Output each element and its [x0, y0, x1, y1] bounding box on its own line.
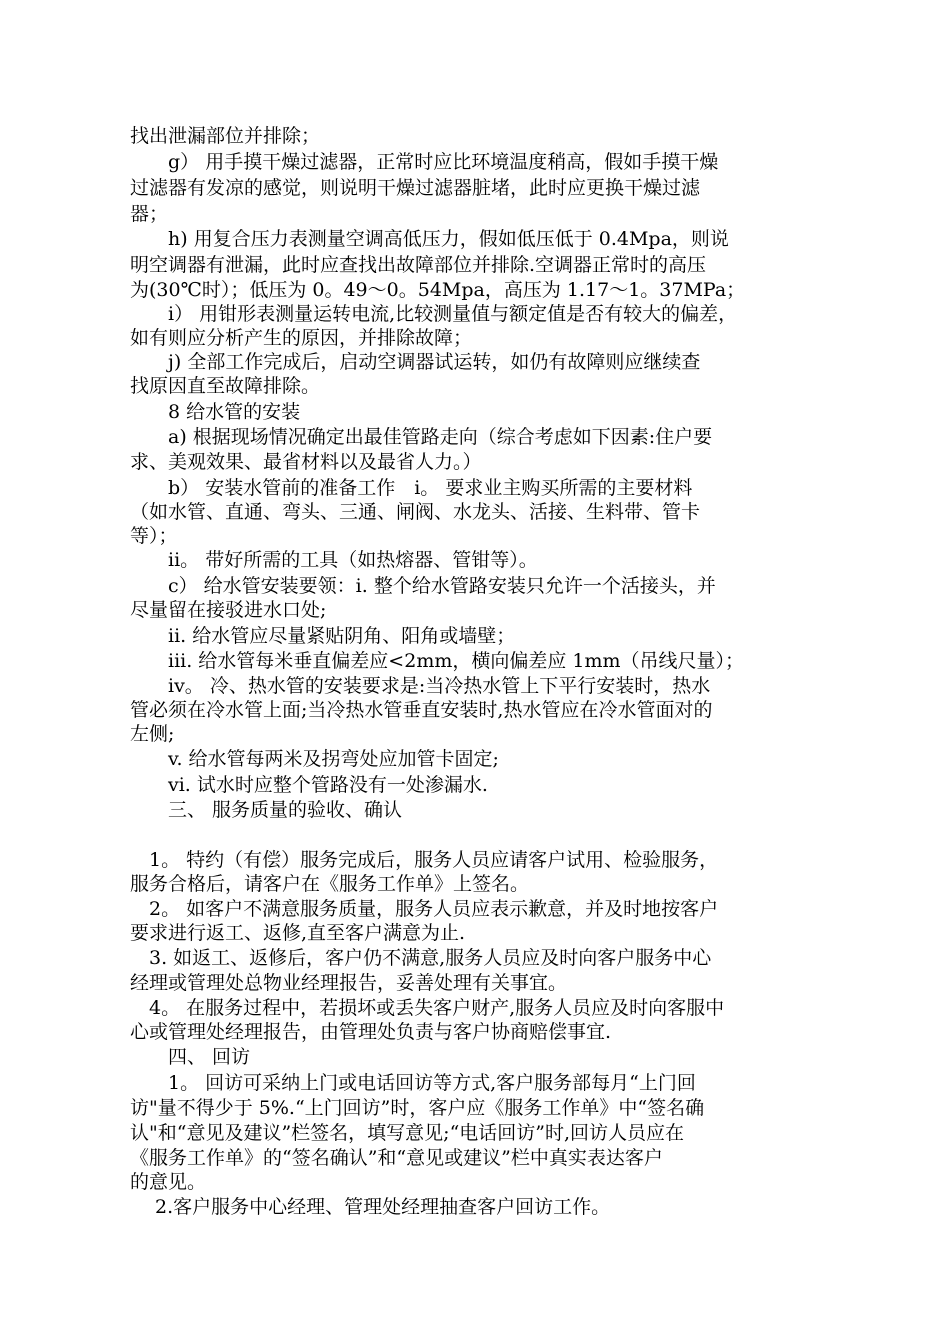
text-line: 找原因直至故障排除。 [130, 375, 321, 397]
text-line: 求、美观效果、最省材料以及最省人力。） [130, 451, 482, 473]
text-line: 2。 如客户不满意服务质量，服务人员应表示歉意，并及时地按客户 [130, 898, 719, 920]
text-line: 3. 如返工、返修后，客户仍不满意,服务人员应及时向客户服务中心 [130, 947, 712, 969]
text-line: 器； [130, 203, 169, 225]
section-heading: 四、 回访 [130, 1046, 251, 1068]
text-line: 2.客户服务中心经理、管理处经理抽查客户回访工作。 [130, 1196, 611, 1218]
text-line: ii. 给水管应尽量紧贴阴角、阳角或墙壁； [130, 625, 516, 647]
text-line: 《服务工作单》的“签名确认”和“意见或建议”栏中真实表达客户 [130, 1147, 663, 1169]
section-heading: 三、 服务质量的验收、确认 [130, 799, 403, 821]
text-line: c） 给水管安装要领：i. 整个给水管路安装只允许一个活接头，并 [130, 575, 716, 597]
text-line: 管必须在冷水管上面;当冷热水管垂直安装时,热水管应在冷水管面对的 [130, 699, 713, 721]
text-line: 的意见。 [130, 1171, 207, 1193]
text-line: 经理或管理处总物业经理报告，妥善处理有关事宜。 [130, 972, 568, 994]
text-line: 1。 特约（有偿）服务完成后，服务人员应请客户试用、检验服务， [130, 849, 719, 871]
text-line: 如有则应分析产生的原因，并排除故障； [130, 327, 473, 349]
text-line: 找出泄漏部位并排除； [130, 125, 321, 147]
text-line: h) 用复合压力表测量空调高低压力，假如低压低于 0.4Mpa，则说 [130, 228, 729, 250]
text-line: 过滤器有发凉的感觉，则说明干燥过滤器脏堵，此时应更换干燥过滤 [130, 177, 701, 199]
text-line: i） 用钳形表测量运转电流,比较测量值与额定值是否有较大的偏差， [130, 303, 738, 325]
text-line: iii. 给水管每米垂直偏差应<2mm，横向偏差应 1mm（吊线尺量）； [130, 650, 745, 672]
text-line: 服务合格后，请客户在《服务工作单》上签名。 [130, 873, 530, 895]
text-line: b） 安装水管前的准备工作 i。 要求业主购买所需的主要材料 [130, 477, 693, 499]
text-line: 访"量不得少于 5%.“上门回访”时，客户应《服务工作单》中“签名确 [130, 1097, 705, 1119]
text-line: （如水管、直通、弯头、三通、闸阀、水龙头、活接、生料带、管卡 [130, 501, 701, 523]
text-line: 1。 回访可采纳上门或电话回访等方式,客户服务部每月“上门回 [130, 1072, 696, 1094]
text-line: 认"和“意见及建议”栏签名，填写意见;“电话回访”时,回访人员应在 [130, 1122, 685, 1144]
section-heading: 8 给水管的安装 [130, 401, 301, 423]
text-line: j) 全部工作完成后，启动空调器试运转，如仍有故障则应继续查 [130, 351, 701, 373]
text-line: a) 根据现场情况确定出最佳管路走向（综合考虑如下因素:住户要 [130, 426, 713, 448]
text-line: 为(30℃时）；低压为 0。49～0。54Mpa，高压为 1.17～1。37MPa； [130, 279, 746, 301]
text-line: vi. 试水时应整个管路没有一处渗漏水. [130, 774, 488, 796]
text-line: 要求进行返工、返修,直至客户满意为止. [130, 922, 466, 944]
text-line: 等）； [130, 525, 178, 547]
text-line: 明空调器有泄漏，此时应查找出故障部位并排除.空调器正常时的高压 [130, 254, 707, 276]
text-line: 心或管理处经理报告，由管理处负责与客户协商赔偿事宜. [130, 1021, 612, 1043]
text-line: iv。 冷、热水管的安装要求是:当冷热水管上下平行安装时，热水 [130, 675, 711, 697]
text-line: ii。 带好所需的工具（如热熔器、管钳等）。 [130, 549, 538, 571]
text-line: 左侧; [130, 723, 175, 745]
text-line: 4。 在服务过程中，若损坏或丢失客户财产,服务人员应及时向客服中 [130, 997, 725, 1019]
text-line: g） 用手摸干燥过滤器，正常时应比环境温度稍高，假如手摸干燥 [130, 151, 719, 173]
text-line: 尽量留在接驳进水口处; [130, 599, 327, 621]
text-line: v. 给水管每两米及拐弯处应加管卡固定; [130, 748, 499, 770]
